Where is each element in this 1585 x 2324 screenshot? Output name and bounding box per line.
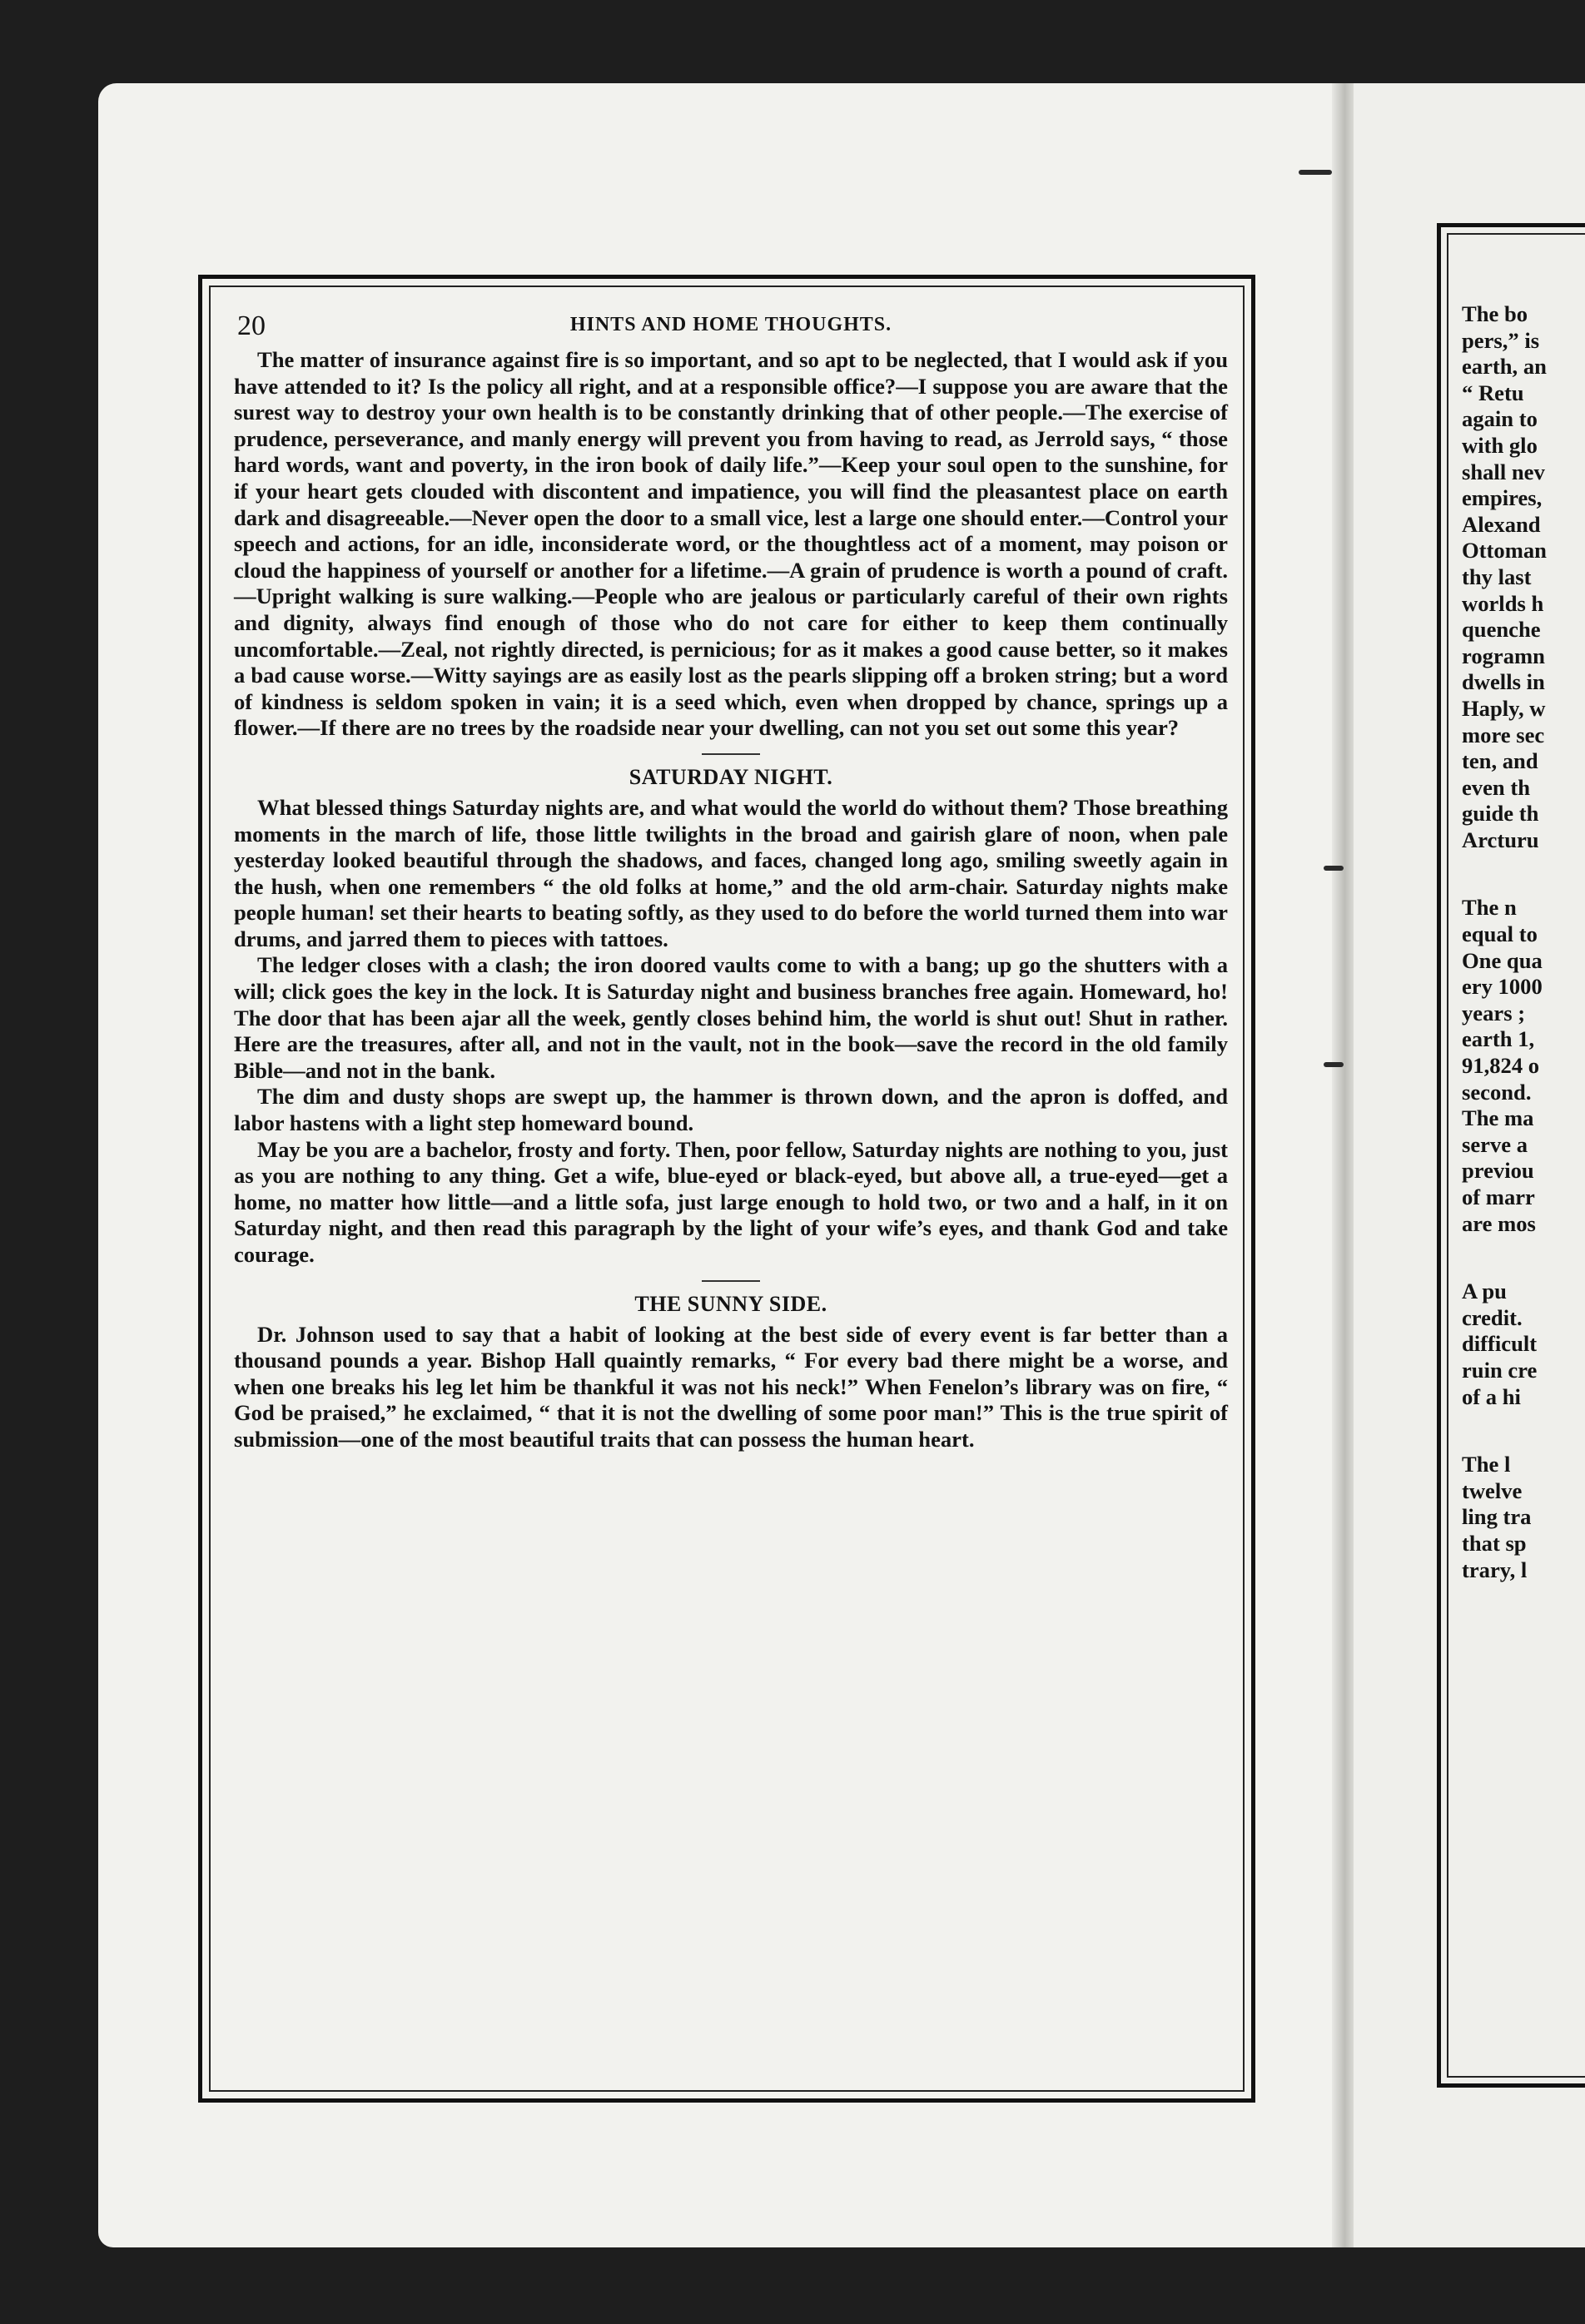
saturday-paragraph-2: The ledger closes with a clash; the iron doored vaults come to with a bang; up go the shutters with a will; click goes the key in the lock. It is Saturday night and business branches free again. Homeward, ho! The door that has been ajar all the week, gently closes behind him, the world is shut out! Shut in rather. Here are the treasures, after all, and not in the vault, not in the book—save the record in the old family Bible—and not in the bank. (234, 952, 1228, 1083)
right-text-line: ling tra (1462, 1504, 1532, 1530)
right-text-line: earth 1, (1462, 1026, 1535, 1052)
right-text-line: The l (1462, 1452, 1511, 1477)
right-text-line: The ma (1462, 1105, 1534, 1131)
right-text-line: empires, (1462, 485, 1543, 511)
page-number: 20 (237, 310, 266, 341)
right-text-line: The bo (1462, 301, 1528, 326)
right-text-block-3 (1462, 1279, 1585, 1410)
binding-thread-mark (1299, 170, 1332, 175)
right-text-line: twelve (1462, 1477, 1523, 1503)
right-text-line: earth, an (1462, 354, 1547, 380)
right-text-line: dwells in (1462, 669, 1545, 695)
binding-thread-mark (1324, 866, 1344, 871)
running-head-title: HINTS AND HOME THOUGHTS. (569, 314, 892, 335)
right-text-line: quenche (1462, 617, 1541, 643)
right-text-line: second. (1462, 1079, 1532, 1105)
right-text-line: of a hi (1462, 1383, 1521, 1409)
right-text-line: even th (1462, 774, 1530, 800)
right-text-line: thy last (1462, 564, 1532, 589)
article-frame (198, 275, 1255, 2103)
right-text-line: Haply, w (1462, 695, 1546, 721)
right-text-line: guide th (1462, 801, 1539, 827)
right-text-block-2 (1462, 895, 1585, 1237)
right-text-line: ruin cre (1462, 1357, 1538, 1383)
right-text-line: years ; (1462, 1000, 1526, 1025)
right-text-line: again to (1462, 406, 1538, 432)
section-title-sunny-side: THE SUNNY SIDE. (634, 1291, 827, 1316)
right-text-line: that sp (1462, 1530, 1527, 1556)
running-head (234, 310, 1228, 347)
right-text-line: ery 1000 (1462, 974, 1543, 1000)
right-text-line: ten, and (1462, 748, 1538, 774)
right-text-line: 91,824 o (1462, 1053, 1540, 1079)
right-text-line: Alexand (1462, 511, 1541, 537)
right-text-line: are mos (1462, 1210, 1536, 1236)
right-text-line: rogramn (1462, 643, 1545, 668)
right-text-line: “ Retu (1462, 380, 1524, 405)
right-text-line: Arcturu (1462, 827, 1539, 852)
saturday-paragraph-1: What blessed things Saturday nights are, and what would the world do without them? Those breathing moments in the march of life, those little twilights in the broad and gairish glare of noon, when pale yesterday looked beautiful through the shadows, and faces, changed long ago, smiling sweetly again in the hush, when one remembers “ the old folks at home,” and the old arm-chair. Saturday nights make people human! set their hearts to beating softly, as they used to do before the world turned them into war drums, and jarred them to pieces with tattoes. (234, 794, 1228, 951)
right-text-line: of marr (1462, 1184, 1535, 1209)
right-text-line: The n (1462, 895, 1517, 921)
binding-thread-mark (1324, 1062, 1344, 1067)
right-text-line: serve a (1462, 1131, 1528, 1157)
right-text-line: previou (1462, 1158, 1534, 1184)
saturday-paragraph-3: The dim and dusty shops are swept up, the hammer is thrown down, and the apron is doffed, and labor hastens with a light step homeward bound. (234, 1084, 1228, 1136)
right-page-frame (1437, 223, 1585, 2088)
right-text-block-4 (1462, 1452, 1585, 1583)
right-text-line: Ottoman (1462, 538, 1547, 564)
sunny-side-paragraph: Dr. Johnson used to say that a habit of looking at the best side of every event is far better than a thousand pounds a year. Bishop Hall quaintly remarks, “ For every bad there might be a worse, and when one breaks his leg let him be thankful it was not his neck!” When Fenelon’s library was on fire, “ God be praised,” he exclaimed, “ that it is not the dwelling of some poor man!” This is the true spirit of submission—one of the most beautiful traits that can possess the human heart. (234, 1321, 1228, 1452)
right-text-line: One qua (1462, 947, 1543, 973)
right-text-line: difficult (1462, 1331, 1538, 1357)
right-text-line: credit. (1462, 1304, 1523, 1330)
section-divider (702, 1280, 760, 1282)
right-text-block-1 (1462, 301, 1585, 853)
right-text-line: more sec (1462, 722, 1545, 747)
right-text-line: pers,” is (1462, 327, 1540, 353)
right-text-line: shall nev (1462, 459, 1545, 484)
section-divider (702, 753, 760, 755)
section-title-saturday-night: SATURDAY NIGHT. (629, 764, 833, 789)
right-text-line: worlds h (1462, 590, 1544, 616)
intro-paragraph: The matter of insurance against fire is so important, and so apt to be neglected, that I would ask if you have attended to it? Is the policy all right, and at a responsible office?—I suppose you are aware that the surest way to destroy your own health is to be constantly drinking that of other people.—The exercise of prudence, perseverance, and manly energy will prevent you from having to read, as Jerrold says, “ those hard words, want and poverty, in the iron book of daily life.”—Keep your soul open to the sunshine, for if your heart gets clouded with discontent and impatience, you will find the pleasantest place on earth dark and disagreeable.—Never open the door to a small vice, lest a large one should enter.—Control your speech and actions, for an idle, inconsiderate word, or the thoughtless act of a moment, may poison or cloud the happiness of yourself or another for a lifetime.—A grain of prudence is worth a pound of craft.—Upright walking is sure walking.—People who are jealous or particularly careful of their own rights and dignity, always find enough of those who do not care for either to keep them continually uncomfortable.—Zeal, not rightly directed, is pernicious; for as it makes a good cause better, so it makes a bad cause worse.—Witty sayings are as easily lost as the pearls slipping off a broken string; but a word of kindness is seldom spoken in vain; it is a seed which, even when dropped by chance, springs up a flower.—If there are no trees by the roadside near your dwelling, can not you set out some this year? (234, 347, 1228, 741)
right-text-line: trary, l (1462, 1557, 1528, 1582)
right-text-line: A pu (1462, 1279, 1507, 1304)
right-text-line: equal to (1462, 921, 1538, 947)
saturday-paragraph-4: May be you are a bachelor, frosty and forty. Then, poor fellow, Saturday nights are nothing to you, just as you are nothing to any thing. Get a wife, blue-eyed or black-eyed, but above all, a true-eyed—get a home, no matter how little—and a little sofa, just large enough to hold two, or two and a half, in it on Saturday night, and then read this paragraph by the light of your wife’s eyes, and thank God and take courage. (234, 1136, 1228, 1267)
right-page-column (1447, 233, 1585, 2078)
article-frame-inner (209, 286, 1245, 2092)
right-text-line: with glo (1462, 432, 1538, 458)
